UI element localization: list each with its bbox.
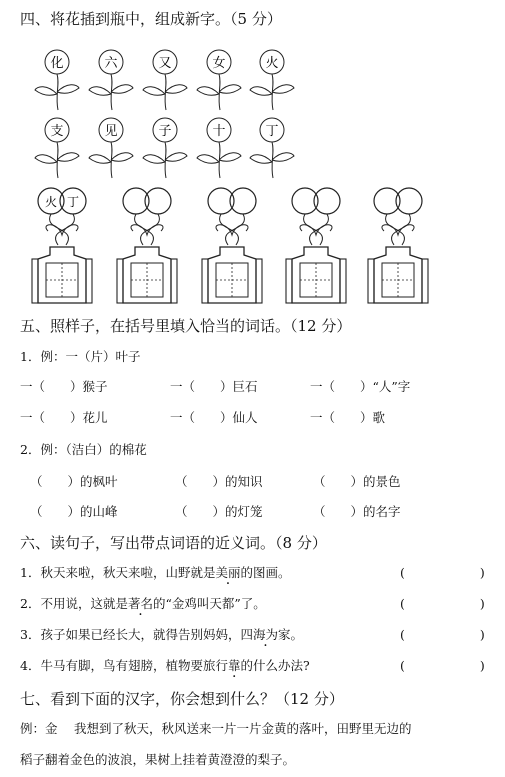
vase-flower-char: 火 — [44, 195, 58, 209]
flower — [89, 118, 133, 178]
flower-char: 丁 — [265, 124, 279, 139]
flower — [35, 50, 79, 110]
section-4-title: 四、将花插到瓶中，组成新字。（5 分） — [20, 10, 282, 28]
example-text-line-2: 稻子翻着金色的波浪，果树上挂着黄澄澄的梨子。 — [20, 752, 296, 767]
sentence-4: 4．牛马有脚，鸟有翅膀，植物要旅行靠的什么办法? — [20, 658, 310, 673]
dotted-word: 靠 — [227, 658, 241, 673]
fill-item: （ ）的景色 — [313, 474, 401, 489]
flower — [250, 118, 294, 178]
section-7-title: 七、看到下面的汉字，你会想到什么？（12 分） — [20, 690, 344, 708]
fill-item: 一（ ）歌 — [310, 410, 386, 425]
section-6-title: 六、读句子，写出带点词语的近义词。（8 分） — [20, 534, 327, 552]
fill-item: 一（ ）“人”字 — [310, 379, 411, 394]
vase — [202, 188, 262, 303]
flower-char: 支 — [50, 124, 64, 139]
fill-item: 一（ ）花儿 — [20, 410, 108, 425]
flower-char: 六 — [104, 56, 118, 71]
vase — [117, 188, 177, 303]
example-text-line-1: 例：金 我想到了秋天，秋风送来一片一片金黄的落叶，田野里无边的 — [20, 721, 412, 736]
vase — [32, 188, 92, 303]
flower-grid — [0, 40, 505, 185]
fill-item: 一（ ）猴子 — [20, 379, 108, 394]
flower — [89, 50, 133, 110]
answer-paren: ( ) — [400, 565, 485, 580]
fill-item: 一（ ）仙人 — [170, 410, 258, 425]
flower-char: 女 — [212, 56, 226, 71]
sentence-1: 1．秋天来啦，秋天来啦，山野就是美丽的图画。 — [20, 565, 291, 580]
fill-item: 一（ ）巨石 — [170, 379, 258, 394]
example-1: 1．例：一（片）叶子 — [20, 349, 141, 364]
flower-char: 见 — [104, 124, 118, 139]
flower — [197, 50, 241, 110]
flower — [35, 118, 79, 178]
flower — [197, 118, 241, 178]
answer-paren: ( ) — [400, 627, 485, 642]
sentence-2: 2．不用说，这就是著名的“金鸡叫天都”了。 — [20, 596, 266, 611]
answer-paren: ( ) — [400, 658, 485, 673]
fill-item: （ ）的山峰 — [30, 504, 118, 519]
answer-paren: ( ) — [400, 596, 485, 611]
fill-item: （ ）的知识 — [175, 474, 263, 489]
flower — [250, 50, 294, 110]
fill-item: （ ）的灯笼 — [175, 504, 263, 519]
example-2: 2．例：（洁白）的棉花 — [20, 442, 147, 457]
section-5-title: 五、照样子，在括号里填入恰当的词话。（12 分） — [20, 317, 352, 335]
flower — [143, 118, 187, 178]
dotted-word: 四海为家 — [240, 627, 291, 642]
flower-char: 子 — [158, 124, 172, 139]
vase-flower-char: 丁 — [66, 195, 80, 209]
vase — [368, 188, 428, 303]
flower-char: 十 — [212, 124, 226, 139]
vase-row — [0, 185, 505, 305]
flower-char: 化 — [50, 56, 64, 71]
flower-char: 又 — [158, 56, 172, 71]
sentence-3: 3．孩子如果已经长大，就得告别妈妈，四海为家。 — [20, 627, 303, 642]
vase — [286, 188, 346, 303]
flower — [143, 50, 187, 110]
fill-item: （ ）的枫叶 — [30, 474, 118, 489]
dotted-word: 著名 — [127, 596, 153, 611]
fill-item: （ ）的名字 — [313, 504, 401, 519]
dotted-word: 美丽 — [215, 565, 241, 580]
flower-char: 火 — [265, 56, 279, 71]
